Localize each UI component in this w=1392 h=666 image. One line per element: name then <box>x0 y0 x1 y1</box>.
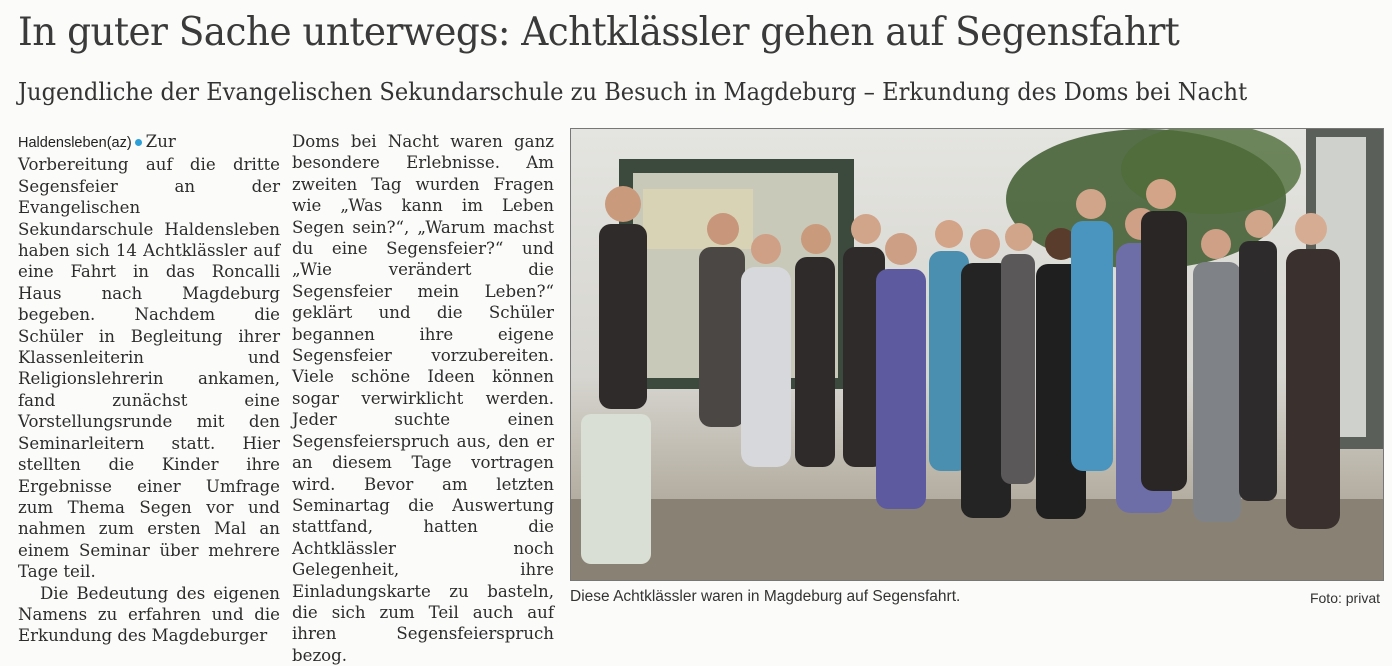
paragraph: Die Bedeutung des eigenen Namens zu erfahren und die Erkundung des Magdeburger <box>18 583 280 646</box>
dateline-author: (az) <box>106 135 132 151</box>
photo-credit: Foto: privat <box>1309 590 1380 606</box>
photo-caption: Diese Achtklässler waren in Magdeburg auf Segensfahrt. <box>570 588 961 605</box>
group-photo-illustration <box>571 129 1383 580</box>
dateline-place: Haldensleben <box>18 135 107 151</box>
paragraph <box>18 131 280 583</box>
paragraph: Doms bei Nacht waren ganz besondere Erlebnisse. Am zweiten Tag wurden Fragen wie „Was kann im Leben Segen sein?“, „Warum machst du eine Segensfeier?“ und „Wie verändert die Segensfeier mein Leben?“ geklärt und die Schüler begannen ihre eigene Segensfeier vorzubereiten. Viele schöne Ideen können sogar verwirklicht werden. Jeder suchte einen Segensfeierspruch aus, den er an diesem Tage vortragen wird. Bevor am letzten Seminartag die Auswertung stattfand, hatten die Achtklässler noch Gelegenheit, ihre Einladungskarte zu basteln, die sich zum Teil auch auf ihren Segensfeierspruch bezog. <box>292 132 554 665</box>
subheadline: Jugendliche der Evangelischen Sekundarschule zu Besuch in Magdeburg – Erkundung des Doms bei Nacht <box>18 78 1248 106</box>
text-column-2 <box>292 131 554 666</box>
headline: In guter Sache unterwegs: Achtklässler gehen auf Segensfahrt <box>18 10 1180 55</box>
text-column-1 <box>18 131 280 647</box>
paragraph-text: Zur Vorbereitung auf die dritte Segensfeier an der Evangelischen Sekundarschule Haldensleben haben sich 14 Achtklässler auf eine Fahrt in das Roncalli Haus nach Magdeburg begeben. Nachdem die Schüler in Begleitung ihrer Klassenleiterin und Religionslehrerin ankamen, fand zunächst eine Vorstellungsrunde mit den Seminarleitern statt. Hier stellten die Kinder ihre Ergebnisse einer Umfrage zum Thema Segen vor und nahmen zum ersten Mal an einem Seminar über mehrere Tage teil. <box>18 132 280 582</box>
bullet-dot-icon <box>135 139 142 146</box>
group-photo <box>570 128 1384 581</box>
